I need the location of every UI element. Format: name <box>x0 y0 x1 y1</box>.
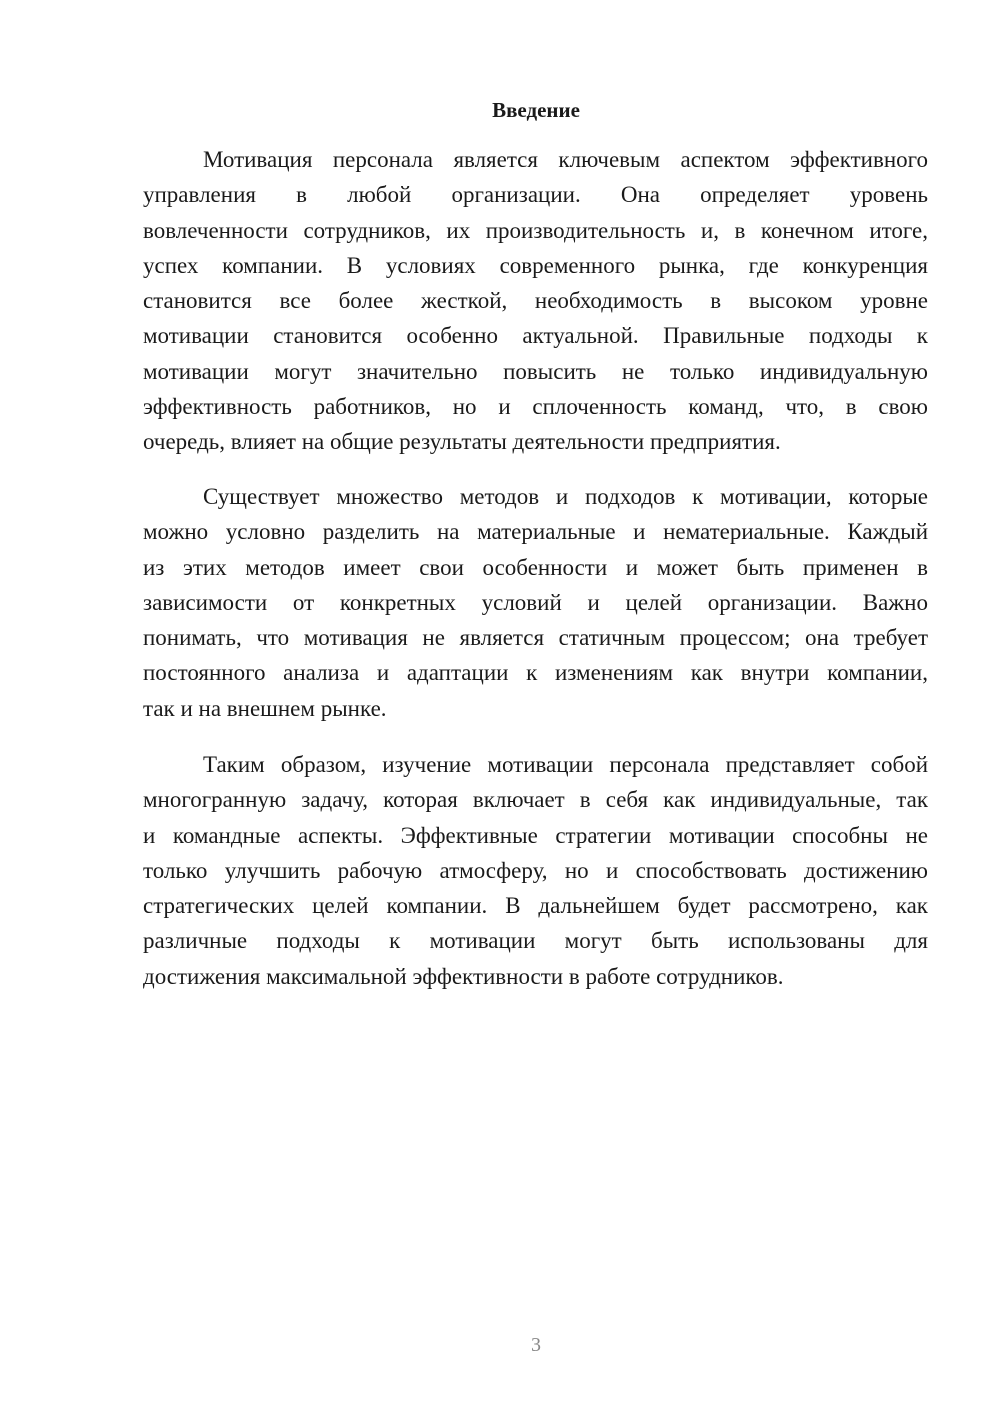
paragraph-1 <box>143 142 928 460</box>
text-line: многогранную задачу, которая включает в себя как индивидуальные, так <box>143 787 928 813</box>
text-line: успех компании. В условиях современного рынка, где конкуренция <box>143 252 928 278</box>
text-line: очередь, влияет на общие результаты деятельности предприятия. <box>143 429 781 455</box>
text-line: зависимости от конкретных условий и целей организации. Важно <box>143 589 928 615</box>
section-heading: Введение <box>492 98 580 122</box>
text-line: мотивации становится особенно актуальной. Правильные подходы к <box>143 323 928 349</box>
page-number: 3 <box>531 1334 541 1356</box>
text-line: стратегических целей компании. В дальнейшем будет рассмотрено, как <box>143 893 928 919</box>
text-line: достижения максимальной эффективности в работе сотрудников. <box>143 963 784 989</box>
paragraph-2 <box>143 479 928 726</box>
text-line: управления в любой организации. Она определяет уровень <box>143 182 928 208</box>
text-line: различные подходы к мотивации могут быть использованы для <box>143 928 928 954</box>
text-line: и командные аспекты. Эффективные стратегии мотивации способны не <box>143 822 928 848</box>
text-line: Таким образом, изучение мотивации персонала представляет собой <box>203 752 928 777</box>
text-line: мотивации могут значительно повысить не только индивидуальную <box>143 358 928 384</box>
paragraph-3 <box>143 747 928 994</box>
text-line: становится все более жесткой, необходимость в высоком уровне <box>143 288 928 314</box>
text-line: только улучшить рабочую атмосферу, но и способствовать достижению <box>143 857 928 883</box>
text-line: понимать, что мотивация не является статичным процессом; она требует <box>143 625 928 651</box>
text-line: постоянного анализа и адаптации к изменениям как внутри компании, <box>143 660 928 686</box>
text-line: Существует множество методов и подходов к мотивации, которые <box>203 484 928 509</box>
text-line: так и на внешнем рынке. <box>143 695 387 721</box>
text-line: из этих методов имеет свои особенности и может быть применен в <box>143 554 928 580</box>
text-line: Мотивация персонала является ключевым аспектом эффективного <box>203 147 928 172</box>
text-line: эффективность работников, но и сплоченность команд, что, в свою <box>143 394 928 420</box>
text-line: можно условно разделить на материальные и нематериальные. Каждый <box>143 519 928 545</box>
text-line: вовлеченности сотрудников, их производительность и, в конечном итоге, <box>143 217 928 243</box>
